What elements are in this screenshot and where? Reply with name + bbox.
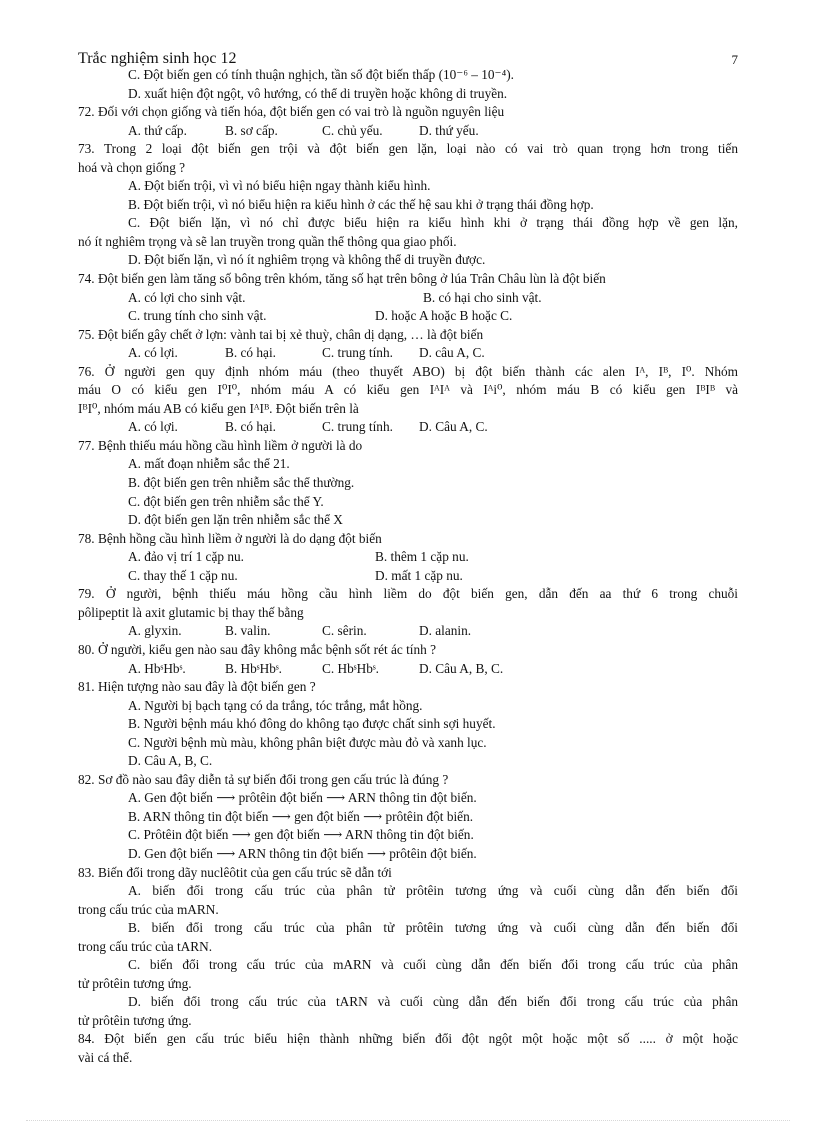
text-line: C. Đột biến lặn, vì nó chỉ được biểu hiện ra kiểu hình khi ở trạng thái đồng hợp về gen lặn, (128, 215, 738, 231)
text-line: D. đột biến gen lặn trên nhiễm sắc thể X (128, 512, 343, 528)
answer-options-row (78, 567, 738, 586)
answer-option: C. thay thế 1 cặp nu. (128, 567, 238, 583)
answer-option: B. có hại. (225, 345, 276, 361)
text-line: D. Câu A, B, C. (128, 753, 213, 769)
answer-option: A. đảo vị trí 1 cặp nu. (128, 549, 244, 565)
text-line: vài cá thể. (78, 1049, 133, 1065)
question-text: 73. Trong 2 loại đột biến gen trội và đột biến gen lặn, loại nào có vai trò quan trọng hơn trong tiến (78, 141, 738, 157)
question-text: 77. Bệnh thiếu máu hồng cầu hình liềm ở người là do (78, 437, 363, 453)
text-line: A. mất đoạn nhiễm sắc thể 21. (128, 456, 290, 472)
answer-option: B. HbˢHbˢ. (225, 660, 282, 676)
page-number: 7 (731, 52, 738, 67)
answer-option: A. HbˢHbˢ. (128, 660, 186, 676)
text-line: D. Gen đột biến ⟶ ARN thông tin đột biến ⟶ prôtêin đột biến. (128, 845, 477, 861)
answer-option: C. sêrin. (322, 623, 367, 639)
text-line: tử prôtêin tương ứng. (78, 975, 192, 991)
answer-option: D. mất 1 cặp nu. (375, 567, 463, 583)
page-bottom-rule (26, 1120, 790, 1121)
text-line: hoá và chọn giống ? (78, 159, 186, 175)
text-line: D. biến đổi trong cấu trúc của tARN và cuối cùng dẫn đến biến đổi trong cấu trúc của phân (128, 994, 738, 1010)
text-line: trong cấu trúc của tARN. (78, 938, 213, 954)
answer-option: B. valin. (225, 623, 271, 639)
text-line: máu O có kiểu gen I⁰I⁰, nhóm máu A có kiểu gen IᴬIᴬ và Iᴬi⁰, nhóm máu B có kiểu gen IᴮIᴮ và (78, 382, 738, 398)
text-line: D. Đột biến lặn, vì nó ít nghiêm trọng và không thể di truyền được. (128, 252, 486, 268)
answer-option: A. có lợi cho sinh vật. (128, 289, 246, 305)
answer-options-row (78, 660, 738, 679)
question-text: 84. Đột biến gen cấu trúc biểu hiện thành những biến đổi đột ngột một hoặc một số ..... ở một hoặc (78, 1031, 738, 1047)
answer-options-row (78, 289, 738, 308)
question-text: 80. Ở người, kiểu gen nào sau đây không mắc bệnh sốt rét ác tính ? (78, 641, 437, 657)
answer-option: B. thêm 1 cặp nu. (375, 549, 469, 565)
answer-options-row (78, 122, 738, 141)
answer-option: D. câu A, C. (419, 345, 485, 361)
text-line: A. Người bị bạch tạng có da trắng, tóc trắng, mắt hồng. (128, 697, 423, 713)
answer-options-row (78, 548, 738, 567)
answer-option: D. Câu A, B, C. (419, 660, 504, 676)
text-line: D. xuất hiện đột ngột, vô hướng, có thể di truyền hoặc không di truyền. (128, 85, 508, 101)
answer-options-row (78, 307, 738, 326)
answer-option: B. có hại cho sinh vật. (423, 289, 542, 305)
text-line: A. biến đổi trong cấu trúc của phân tử prôtêin tương ứng và cuối cùng dẫn đến biến đổi (128, 883, 738, 899)
answer-option: B. có hại. (225, 419, 276, 435)
answer-options-row (78, 344, 738, 363)
answer-option: B. sơ cấp. (225, 122, 278, 138)
answer-option: C. chủ yếu. (322, 122, 383, 138)
text-line: B. biến đổi trong cấu trúc của phân tử prôtêin tương ứng và cuối cùng dẫn đến biến đổi (128, 920, 738, 936)
answer-option: C. HbˢHbˢ. (322, 660, 379, 676)
answer-option: C. trung tính. (322, 419, 393, 435)
answer-option: D. hoặc A hoặc B hoặc C. (375, 308, 513, 324)
text-line: B. ARN thông tin đột biến ⟶ gen đột biến ⟶ prôtêin đột biến. (128, 808, 474, 824)
question-text: 81. Hiện tượng nào sau đây là đột biến gen ? (78, 679, 316, 695)
question-text: 72. Đối với chọn giống và tiến hóa, đột biến gen có vai trò là nguồn nguyên liệu (78, 104, 505, 120)
answer-option: C. trung tính. (322, 345, 393, 361)
text-line: C. đột biến gen trên nhiễm sắc thể Y. (128, 493, 324, 509)
question-text: 83. Biến đổi trong dãy nuclêôtit của gen cấu trúc sẽ dẫn tới (78, 864, 392, 880)
text-line: C. Đột biến gen có tính thuận nghịch, tần số đột biến thấp (10⁻⁶ – 10⁻⁴). (128, 67, 514, 82)
question-text: 74. Đột biến gen làm tăng số bông trên khóm, tăng số hạt trên bông ở lúa Trân Châu lùn là đột biến (78, 271, 606, 287)
question-text: 75. Đột biến gây chết ở lợn: vành tai bị xẻ thuỳ, chân dị dạng, … là đột biến (78, 326, 484, 342)
text-line: A. Gen đột biến ⟶ prôtêin đột biến ⟶ ARN thông tin đột biến. (128, 790, 477, 806)
document-body (78, 66, 738, 1068)
question-text: 76. Ở người gen quy định nhóm máu (theo thuyết ABO) bị đột biến thành các alen Iᴬ, Iᴮ, I⁰. Nhóm (78, 363, 738, 379)
answer-option: A. có lợi. (128, 345, 178, 361)
text-line: A. Đột biến trội, vì vì nó biểu hiện ngay thành kiểu hình. (128, 178, 431, 194)
answer-option: D. Câu A, C. (419, 419, 488, 435)
question-text: 82. Sơ đồ nào sau đây diễn tả sự biến đổi trong gen cấu trúc là đúng ? (78, 771, 449, 787)
text-line: trong cấu trúc của mARN. (78, 901, 219, 917)
answer-option: A. có lợi. (128, 419, 178, 435)
header-title: Trắc nghiệm sinh học 12 (78, 50, 237, 67)
answer-options-row (78, 622, 738, 641)
text-line: B. Người bệnh máu khó đông do không tạo được chất sinh sợi huyết. (128, 716, 496, 732)
answer-option: A. glyxin. (128, 623, 182, 639)
answer-option: A. thứ cấp. (128, 122, 187, 138)
question-text: 78. Bệnh hồng cầu hình liềm ở người là do dạng đột biến (78, 530, 382, 546)
text-line: B. đột biến gen trên nhiễm sắc thể thường. (128, 475, 355, 491)
text-line: IᴮI⁰, nhóm máu AB có kiểu gen IᴬIᴮ. Đột biến trên là (78, 400, 359, 416)
answer-option: C. trung tính cho sinh vật. (128, 308, 267, 324)
text-line: nó ít nghiêm trọng và sẽ lan truyền trong quần thể thông qua giao phối. (78, 233, 457, 249)
text-line: C. Prôtêin đột biến ⟶ gen đột biến ⟶ ARN thông tin đột biến. (128, 827, 474, 843)
text-line: C. biến đổi trong cấu trúc của mARN và cuối cùng dẫn đến biến đổi trong cấu trúc của phân (128, 957, 738, 973)
answer-options-row (78, 418, 738, 437)
text-line: B. Đột biến trội, vì nó biểu hiện ra kiểu hình ở các thế hệ sau khi ở trạng thái đồng hợp. (128, 196, 594, 212)
answer-option: D. alanin. (419, 623, 472, 639)
text-line: pôlipeptit là axit glutamic bị thay thế bằng (78, 604, 304, 620)
question-text: 79. Ở người, bệnh thiếu máu hồng cầu hình liềm do đột biến gen, dẫn đến aa thứ 6 trong chuỗi (78, 586, 738, 602)
answer-option: D. thứ yếu. (419, 122, 479, 138)
text-line: tử prôtêin tương ứng. (78, 1012, 192, 1028)
text-line: C. Người bệnh mù màu, không phân biệt được màu đỏ và xanh lục. (128, 734, 487, 750)
